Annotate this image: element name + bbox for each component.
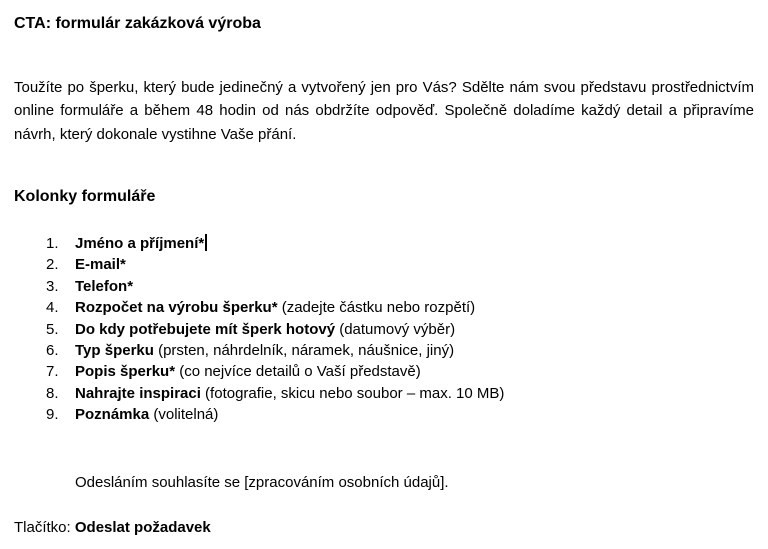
field-label: Nahrajte inspiraci <box>75 384 201 402</box>
field-text <box>75 340 454 361</box>
form-field-item <box>14 340 754 361</box>
field-label: Poznámka <box>75 406 150 424</box>
list-number: 2. <box>46 256 59 274</box>
submit-button-label: Odeslat požadavek <box>74 518 211 536</box>
field-text <box>75 233 207 254</box>
field-label: Typ šperku <box>75 341 154 359</box>
form-field-item <box>14 361 754 382</box>
field-text <box>75 404 218 425</box>
list-number: 3. <box>46 277 59 295</box>
field-text <box>75 276 133 297</box>
list-number: 8. <box>46 384 59 402</box>
list-number: 7. <box>46 363 59 381</box>
field-note: (fotografie, skicu nebo soubor – max. 10 MB) <box>200 384 505 402</box>
document-title: CTA: formulár zakázková výroba <box>14 15 261 32</box>
field-text <box>75 383 504 404</box>
field-note: (datumový výběr) <box>335 320 456 338</box>
field-label: Jméno a příjmení* <box>75 234 205 252</box>
field-label: Do kdy potřebujete mít šperk hotový <box>75 320 336 338</box>
field-note: (co nejvíce detailů o Vaší představě) <box>175 363 421 381</box>
field-text <box>75 254 126 275</box>
field-note: (zadejte částku nebo rozpětí) <box>277 299 476 317</box>
button-line <box>14 516 754 539</box>
field-text <box>75 297 475 318</box>
field-label: Rozpočet na výrobu šperku* <box>75 299 278 317</box>
field-note: (prsten, náhrdelník, náramek, náušnice, jiný) <box>153 341 455 359</box>
list-number: 4. <box>46 299 59 317</box>
field-note: (volitelná) <box>149 406 219 424</box>
form-field-item <box>14 297 754 318</box>
intro-paragraph: Toužíte po šperku, který bude jedinečný a vytvořený jen pro Vás? Sdělte nám svou představu prostřednictvím online formuláře a během 48 hodin od nás obdržíte odpověď. Společně doladíme každý detail a připravíme návrh, který dokonale vystihne Vaše přání. <box>14 79 754 143</box>
form-field-item <box>14 383 754 404</box>
consent-note: Odesláním souhlasíte se [zpracováním osobních údajů]. <box>75 473 449 491</box>
field-text <box>75 361 421 382</box>
list-number: 1. <box>46 234 59 252</box>
text-cursor <box>205 234 207 251</box>
form-field-item <box>14 404 754 425</box>
field-label: Telefon* <box>75 277 134 295</box>
field-label: E-mail* <box>75 256 126 274</box>
form-fields-list <box>14 233 754 426</box>
list-number: 5. <box>46 320 59 338</box>
form-field-item <box>14 254 754 275</box>
list-number: 6. <box>46 341 59 359</box>
form-field-item <box>14 276 754 297</box>
field-text <box>75 319 455 340</box>
list-number: 9. <box>46 406 59 424</box>
field-label: Popis šperku* <box>75 363 176 381</box>
button-line-prefix: Tlačítko: <box>14 518 75 536</box>
form-field-item <box>14 319 754 340</box>
section-heading-form-fields: Kolonky formuláře <box>14 187 156 205</box>
form-field-item <box>14 233 754 254</box>
